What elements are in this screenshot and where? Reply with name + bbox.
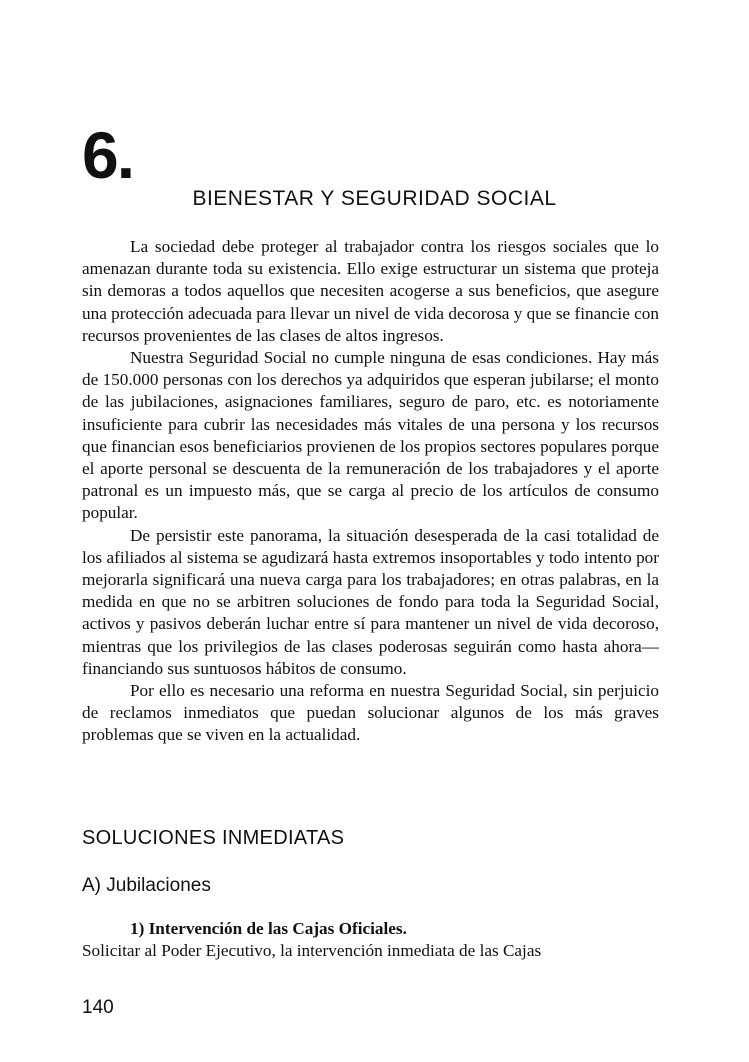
paragraph-1: La sociedad debe proteger al trabajador contra los riesgos sociales que lo amenazan durante toda su existencia. Ello exige estructurar un sistema que proteja sin demoras a todos aquellos que necesiten acogerse a sus beneficios, que asegure una protección adecuada para llevar un nivel de vida decorosa y que se financie con recursos provenientes de las clases de altos ingresos. (82, 237, 659, 345)
body-text (82, 236, 659, 747)
chapter-title: BIENESTAR Y SEGURIDAD SOCIAL (192, 187, 557, 210)
paragraph-3: De persistir este panorama, la situación desesperada de la casi totalidad de los afiliados al sistema se agudizará hasta extremos insoportables y todo intento por mejorarla significará una nueva carga para los trabajadores; en otras palabras, en la medida en que no se arbitren soluciones de fondo para toda la Seguridad Social, activos y pasivos deberán luchar entre sí para mantener un nivel de vida decoroso, mientras que los privilegios de las clases poderosas seguirán como hasta ahora— financiando sus suntuosos hábitos de consumo. (82, 525, 659, 678)
item-text: Solicitar al Poder Ejecutivo, la intervención inmediata de las Cajas (82, 941, 542, 960)
item-heading: 1) Intervención de las Cajas Oficiales. (130, 919, 407, 938)
paragraph-4: Por ello es necesario una reforma en nuestra Seguridad Social, sin perjuicio de reclamos inmediatos que puedan solucionar algunos de los más graves problemas que se viven en la actualidad. (82, 681, 659, 745)
paragraph-2: Nuestra Seguridad Social no cumple ninguna de esas condiciones. Hay más de 150.000 personas con los derechos ya adquiridos que esperan jubilarse; el monto de las jubilaciones, asignaciones familiares, seguro de paro, etc. es notoriamente insuficiente para cubrir las necesidades más vitales de una persona y los recursos que financian esos beneficiarios provienen de los propios sectores populares porque el aporte personal se descuenta de la remuneración de los trabajadores y el aporte patronal es un impuesto más, que se carga al precio de los artículos de consumo popular. (82, 348, 659, 523)
chapter-number: 6. (82, 118, 134, 192)
subsection-heading: A) Jubilaciones (82, 875, 211, 896)
section-heading: SOLUCIONES INMEDIATAS (82, 827, 345, 849)
page-number: 140 (82, 997, 114, 1018)
